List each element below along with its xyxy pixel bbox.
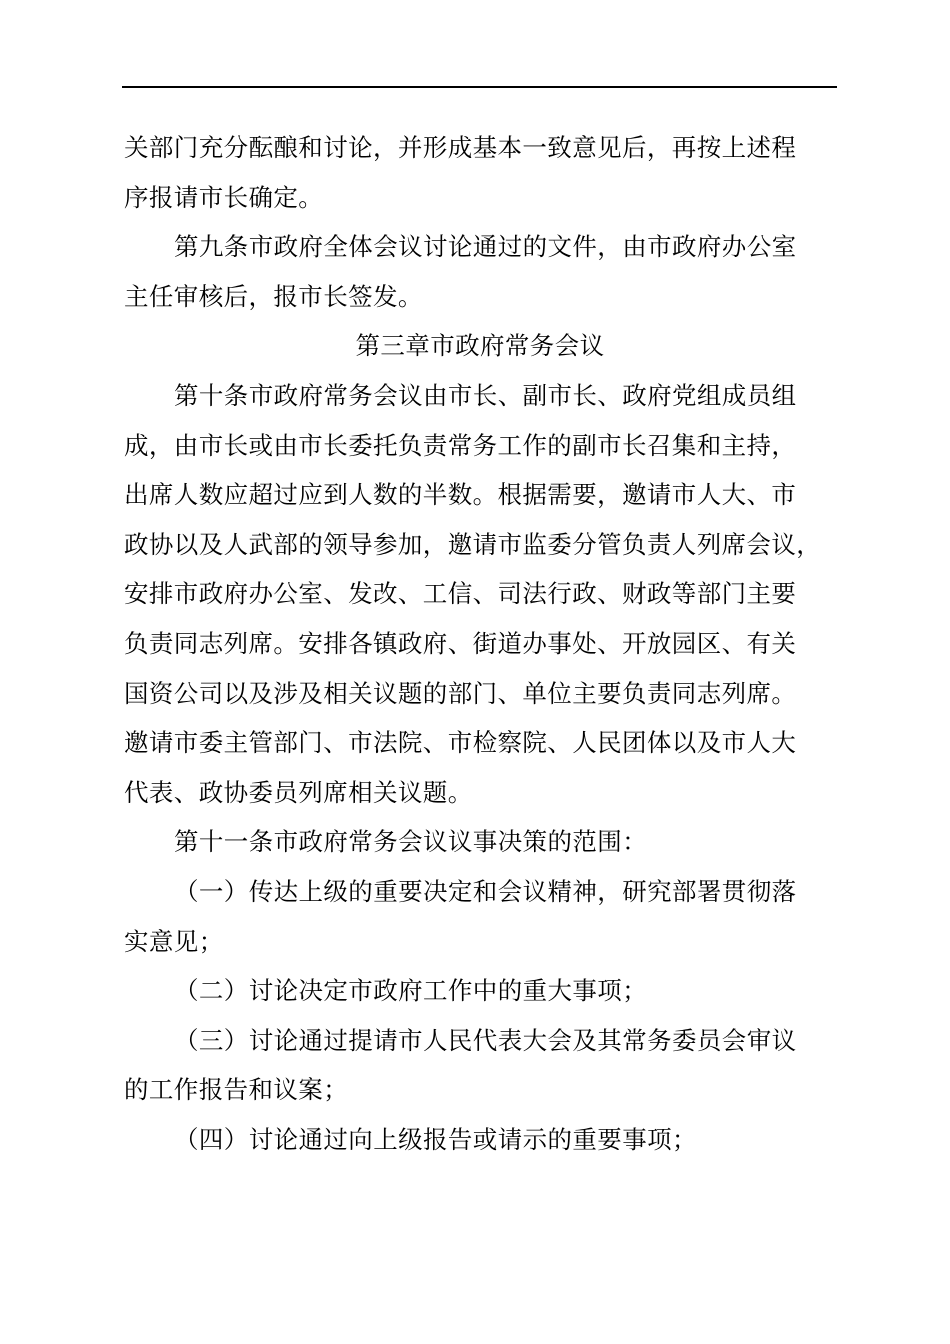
list-item-1-line: （一）传达上级的重要决定和会议精神，研究部署贯彻落 (174, 876, 797, 906)
list-item-2-line: （二）讨论决定市政府工作中的重大事项； (174, 976, 648, 1006)
list-item-3-line: （三）讨论通过提请市人民代表大会及其常务委员会审议 (174, 1025, 797, 1055)
paragraph-line: 政协以及人武部的领导参加，邀请市监委分管负责人列席会议， (124, 529, 822, 559)
paragraph-line: 国资公司以及涉及相关议题的部门、单位主要负责同志列席。 (124, 678, 797, 708)
paragraph-line: 主任审核后，报市长签发。 (124, 281, 423, 311)
paragraph-line: 出席人数应超过应到人数的半数。根据需要，邀请市人大、市 (124, 480, 797, 510)
paragraph-line: 的工作报告和议案； (124, 1075, 349, 1105)
article-10-line: 第十条市政府常务会议由市长、副市长、政府党组成员组 (174, 380, 797, 410)
chapter-heading: 第三章市政府常务会议 (355, 331, 605, 361)
document-body (124, 123, 836, 1164)
paragraph-line: 实意见； (124, 926, 224, 956)
article-9-line: 第九条市政府全体会议讨论通过的文件，由市政府办公室 (174, 232, 797, 262)
paragraph-line: 安排市政府办公室、发改、工信、司法行政、财政等部门主要 (124, 579, 797, 609)
paragraph-line: 负责同志列席。安排各镇政府、街道办事处、开放园区、有关 (124, 628, 797, 658)
paragraph-line: 邀请市委主管部门、市法院、市检察院、人民团体以及市人大 (124, 728, 797, 758)
header-rule (122, 86, 837, 88)
paragraph-line: 成，由市长或由市长委托负责常务工作的副市长召集和主持， (124, 430, 797, 460)
paragraph-line: 序报请市长确定。 (124, 182, 324, 212)
paragraph-line: 关部门充分酝酿和讨论，并形成基本一致意见后，再按上述程 (124, 133, 797, 162)
paragraph-line: 代表、政协委员列席相关议题。 (124, 777, 473, 807)
article-11-line: 第十一条市政府常务会议议事决策的范围： (174, 827, 648, 857)
list-item-4-line: （四）讨论通过向上级报告或请示的重要事项； (174, 1124, 697, 1154)
